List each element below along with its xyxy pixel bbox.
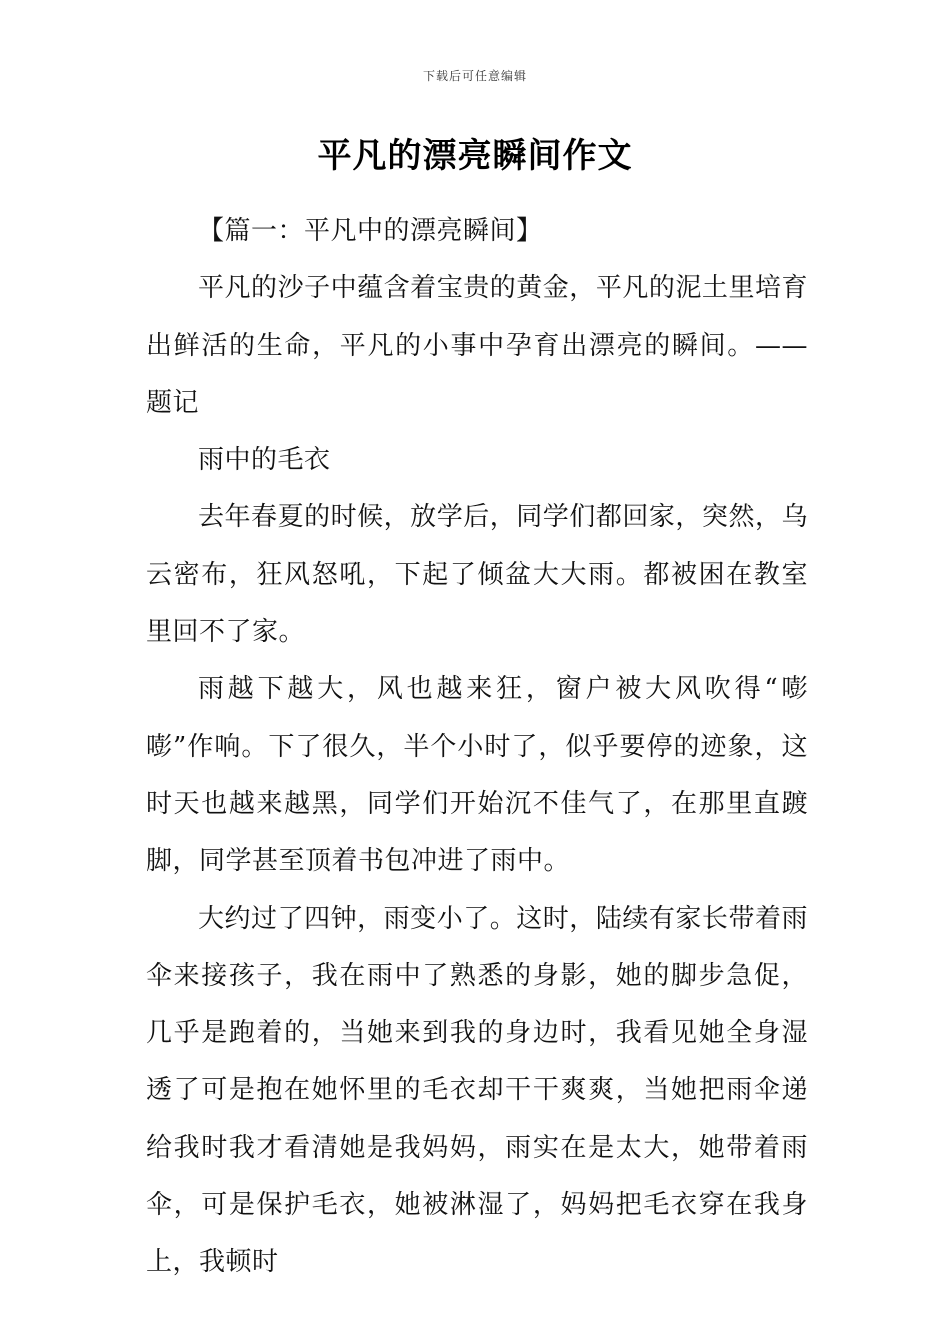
paragraph: 去年春夏的时候，放学后，同学们都回家，突然，乌云密布，狂风怒吼，下起了倾盆大大雨。都被困在教室里回不了家。 — [146, 502, 808, 648]
document-title: 平凡的漂亮瞬间作文 — [317, 136, 633, 176]
document-body — [146, 203, 808, 1292]
header-note: 下载后可任意编辑 — [422, 69, 527, 83]
section-heading: 【篇一：平凡中的漂亮瞬间】 — [198, 216, 543, 246]
paragraph: 大约过了四钟，雨变小了。这时，陆续有家长带着雨伞来接孩子，我在雨中了熟悉的身影，她的脚步急促，几乎是跑着的，当她来到我的身边时，我看见她全身湿透了可是抱在她怀里的毛衣却干干爽爽，当她把雨伞递给我时我才看清她是我妈妈，雨实在是太大，她带着雨伞，可是保护毛衣，她被淋湿了，妈妈把毛衣穿在我身上，我顿时 — [146, 903, 808, 1278]
paragraph-epigraph: 平凡的沙子中蕴含着宝贵的黄金，平凡的泥土里培育出鲜活的生命，平凡的小事中孕育出漂亮的瞬间。——题记 — [146, 273, 808, 418]
paragraph: 雨越下越大，风也越来狂，窗户被大风吹得“嘭嘭”作响。下了很久，半个小时了，似乎要停的迹象，这时天也越来越黑，同学们开始沉不佳气了，在那里直踱脚，同学甚至顶着书包冲进了雨中。 — [146, 674, 808, 877]
subheading: 雨中的毛衣 — [198, 445, 331, 476]
